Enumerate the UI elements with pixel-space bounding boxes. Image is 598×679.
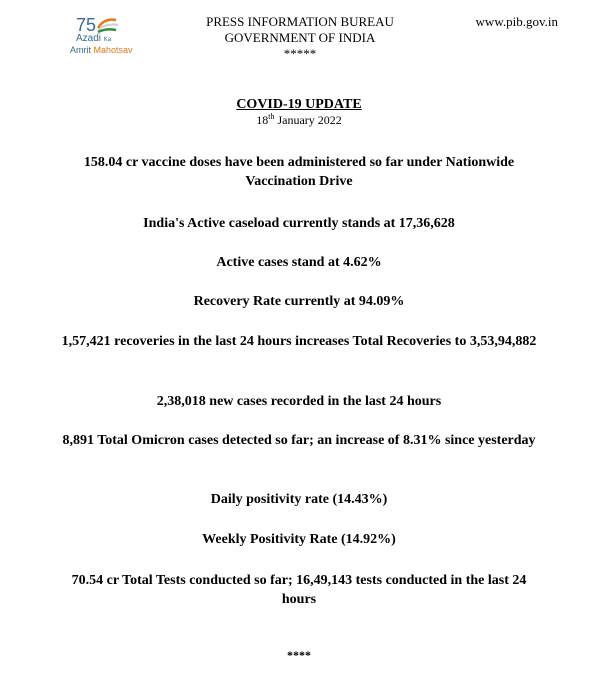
daily-positivity-text: Daily positivity rate (14.43%) xyxy=(210,492,388,507)
recovery-rate-text: Recovery Rate currently at 94.09% xyxy=(193,294,405,309)
active-cases-percent-text: Active cases stand at 4.62% xyxy=(216,255,382,270)
logo-number: 75 xyxy=(76,15,97,35)
recoveries-text: 1,57,421 recoveries in the last 24 hours increases Total Recoveries to 3,53,94,882 xyxy=(61,334,537,349)
org-name: PRESS INFORMATION BUREAU xyxy=(206,14,394,29)
page-title: COVID-19 UPDATE xyxy=(236,97,362,112)
new-cases-text: 2,38,018 new cases recorded in the last 24 hours xyxy=(156,394,442,409)
active-caseload-text: India's Active caseload currently stands at 17,36,628 xyxy=(143,216,455,231)
total-tests-text: 70.54 cr Total Tests conducted so far; 16,49,143 tests conducted in the last 24 hours xyxy=(71,573,527,607)
org-government: GOVERNMENT OF INDIA xyxy=(224,30,376,45)
vaccination-doses-text: 158.04 cr vaccine doses have been administered so far under Nationwide Vaccination Drive xyxy=(83,155,515,189)
logo-text-azadi: Azadi Ka xyxy=(76,33,112,44)
azadi-ka-amrit-mahotsav-logo xyxy=(70,14,148,60)
header-stars: ***** xyxy=(283,46,317,61)
update-title-block xyxy=(0,96,598,128)
omicron-cases-text: 8,891 Total Omicron cases detected so far; an increase of 8.31% since yesterday xyxy=(62,433,536,448)
end-mark: **** xyxy=(287,648,311,662)
website-link[interactable]: www.pib.gov.in xyxy=(475,14,558,29)
weekly-positivity-text: Weekly Positivity Rate (14.92%) xyxy=(202,532,396,547)
update-date: 18th January 2022 xyxy=(256,112,342,127)
logo-text-amrit-mahotsav: Amrit Mahotsav xyxy=(70,45,133,55)
press-header xyxy=(180,14,420,62)
